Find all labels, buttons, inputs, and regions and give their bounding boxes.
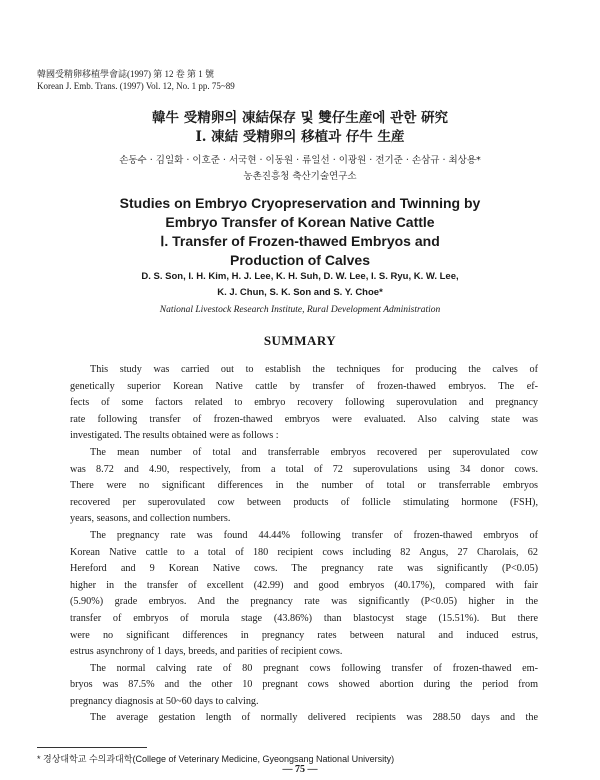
korean-institution: 농촌진흥청 축산기술연구소 [243,171,357,182]
english-title-line: Studies on Embryo Cryopreservation and Twinning by [119,195,481,211]
page-number: — 75 — [282,764,318,775]
english-authors [0,269,600,301]
summary-body [70,362,538,727]
body-line: (5.90%) grade embryos. And the pregnancy rate was significantly (P<0.05) higher in the [70,596,538,608]
body-line: transfer of embryos of morula stage (43.86%) than blastocyst stage (15.51%). But there [70,612,538,624]
body-line: The pregnancy rate was found 44.44% following transfer of frozen-thawed embryos of [90,529,538,541]
english-title-line: Ⅰ. Transfer of Frozen-thawed Embryos and [160,233,440,249]
body-line: fects of some factors related to embryo recovery following superovulation and pregnancy [70,397,538,409]
body-line: years, seasons, and collection numbers. [70,513,231,525]
body-line: investigated. The results obtained were as follows : [70,430,279,442]
body-line: The mean number of total and transferrable embryos recovered per superovulated cow [90,446,538,458]
body-line: There were no significant differences in the number of total or transferrable embryos [70,480,538,492]
english-title-line: Embryo Transfer of Korean Native Cattle [165,214,435,230]
english-authors-line: D. S. Son, I. H. Kim, H. J. Lee, K. H. Suh, D. W. Lee, I. S. Ryu, K. W. Lee, [141,271,459,282]
body-line: bryos was 87.5% and the other 10 pregnant cows showed abortion during the period from [70,679,538,691]
korean-title-line1: 韓牛 受精卵의 凍結保存 및 雙仔生産에 관한 硏究 [152,110,448,126]
body-line: genetically superior Korean Native cattle by transfer of frozen-thawed embryos. The ef- [70,380,538,392]
body-line: higher in the transfer of excellent (42.99) and good embryos (40.17%), compared with fair [70,579,538,591]
english-authors-line: K. J. Chun, S. K. Son and S. Y. Choe* [217,287,383,298]
body-line: Korean Native cattle to a total of 180 recipient cows including 82 Angus, 27 Charolais, 62 [70,546,538,558]
body-line: This study was carried out to establish the techniques for producing the calves of [90,364,538,375]
journal-citation-english: Korean J. Emb. Trans. (1997) Vol. 12, No. 1 pp. 75~89 [37,81,235,91]
journal-header [37,68,235,92]
korean-title-line2: Ⅰ. 凍結 受精卵의 移植과 仔牛 生産 [195,129,405,145]
body-line: The average gestation length of normally delivered recipients was 288.50 days and the [90,712,538,724]
journal-citation-korean: 韓國受精卵移植學會誌(1997) 第 12 卷 第 1 號 [37,69,214,79]
body-line: pregnancy diagnosis at 50~60 days to calving. [70,695,259,707]
body-line: rate following transfer of frozen-thawed embryos were evaluated. Also calving state was [70,413,538,425]
english-title-line: Production of Calves [229,252,371,268]
korean-authors: 손동수 · 김일화 · 이호준 · 서국현 · 이동원 · 류일선 · 이광원 · 전기준 · 손삼규 · 최상용* [119,155,481,166]
summary-heading: SUMMARY [263,333,337,348]
footnote-divider [37,747,147,748]
body-line: recovered per superovulated cow between products of follicle stimulating hormone (FSH), [70,496,538,508]
body-line: The normal calving rate of 80 pregnant cows following transfer of frozen-thawed em- [90,662,538,674]
body-line: were no significant differences in pregnancy rates between natural and induced estrus, [70,629,538,641]
footnote: * 경상대학교 수의과대학(College of Veterinary Medicine, Gyeongsang National University) [37,754,395,764]
english-title [0,194,600,270]
english-institution: National Livestock Research Institute, Rural Development Administration [159,305,441,315]
body-line: Hereford and 9 Korean Native cows. The pregnancy rate was significantly (P<0.05) [70,563,538,575]
body-line: estrus asynchrony of 1 days, breeds, and parities of recipient cows. [70,646,343,658]
body-line: was 8.72 and 4.90, respectively, from a total of 72 superovulations using 34 donor cows. [70,463,538,475]
